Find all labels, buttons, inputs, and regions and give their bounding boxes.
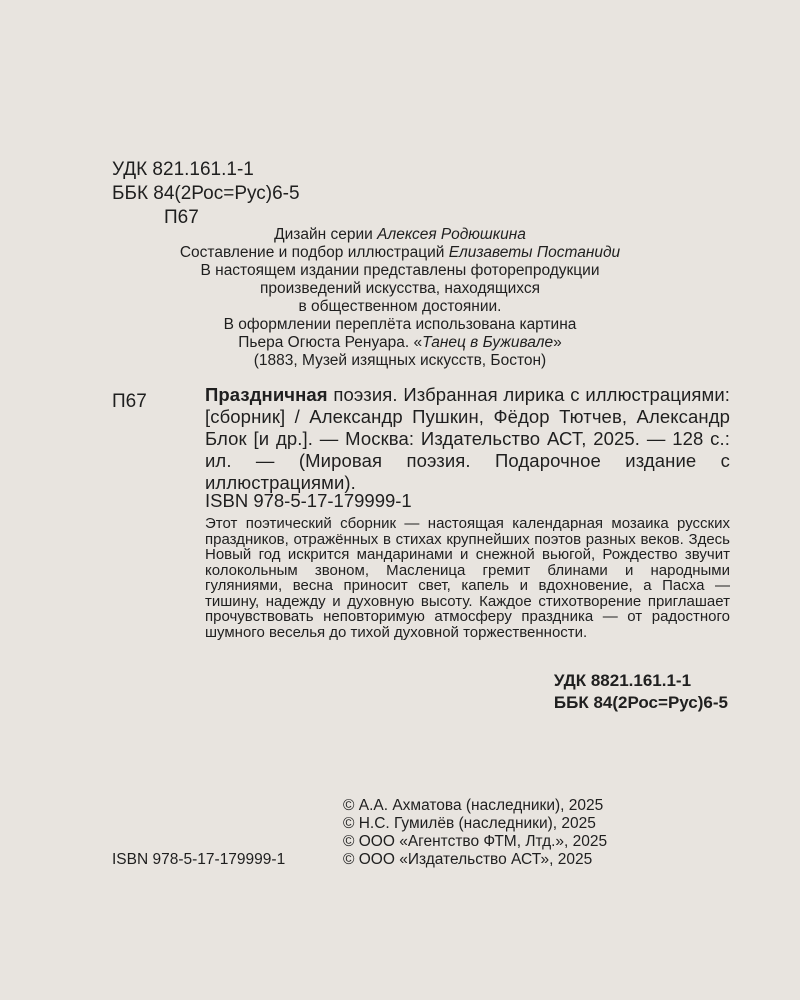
isbn-main: ISBN 978-5-17-179999-1 [205,490,412,511]
copyright-line: © ООО «Издательство АСТ», 2025 [343,851,593,868]
biblio-record [205,384,730,494]
series-design-label: Дизайн серии [274,226,378,243]
biblio-title: Праздничная [205,384,328,405]
painting-info: (1883, Музей изящных искусств, Бостон) [253,352,547,369]
biblio-text: поэзия. Избранная лирика с иллюстрациями: [сборник] / Александр Пушкин, Фёдор Тютчев, Александр Блок [и др.]. — Москва: Издательство АСТ, 2025. — 128 с.: ил. — (Мировая поэзия. Подарочное издание с иллюстрациями). [205,384,730,493]
compiler-line [100,244,700,262]
compiler-label: Составление и подбор иллюстраций [179,244,449,261]
udk-code: УДК 821.161.1-1 [112,159,254,180]
bbk-code: ББК 84(2Рос=Рус)6-5 [112,183,300,204]
bottom-udk-code: УДК 8821.161.1-1 [553,671,692,690]
painting-title: Танец в Буживале [422,334,554,351]
author-mark: П67 [164,207,199,228]
painting-line [100,334,700,352]
annotation-text: Этот поэтический сборник — настоящая календарная мозаика русских праздников, отражённых в стихах крупнейших поэтов разных веков. Здесь Новый год искрится мандаринами и снежной вьюгой, Рождество звучит колокольным звоном, Масленица гремит блинами и народными гуляниями, весна приносит свет, капель и вдохновение, а Пасха — тишину, надежду и духовную высоту. Каждое стихотворение приглашает прочувствовать неповторимую атмосферу праздника — от радостного шумного веселья до тихой духовной торжественности. [205,515,730,641]
cover-line: В оформлении переплёта использована картина [223,316,577,333]
series-design-line [100,226,700,244]
copyright-block [343,797,607,869]
painting-suffix: » [553,334,562,351]
compiler-name: Елизаветы Постаниди [448,244,621,261]
credits-block [100,226,700,370]
isbn-bottom: ISBN 978-5-17-179999-1 [112,851,286,868]
painting-prefix: Пьера Огюста Ренуара. « [238,334,423,351]
copyright-line: © А.А. Ахматова (наследники), 2025 [343,797,604,814]
note-line-1: В настоящем издании представлены фоторепродукции [200,262,600,279]
biblio-author-mark: П67 [112,391,147,412]
note-line-2: произведений искусства, находящихся [259,280,541,297]
bottom-bbk-code: ББК 84(2Рос=Рус)6-5 [553,693,728,712]
copyright-line: © Н.С. Гумилёв (наследники), 2025 [343,815,596,832]
note-line-3: в общественном достоянии. [298,298,502,315]
bottom-classification-codes [554,670,728,714]
copyright-line: © ООО «Агентство ФТМ, Лтд.», 2025 [343,833,608,850]
series-design-name: Алексея Родюшкина [377,226,526,243]
classification-codes [112,158,300,230]
